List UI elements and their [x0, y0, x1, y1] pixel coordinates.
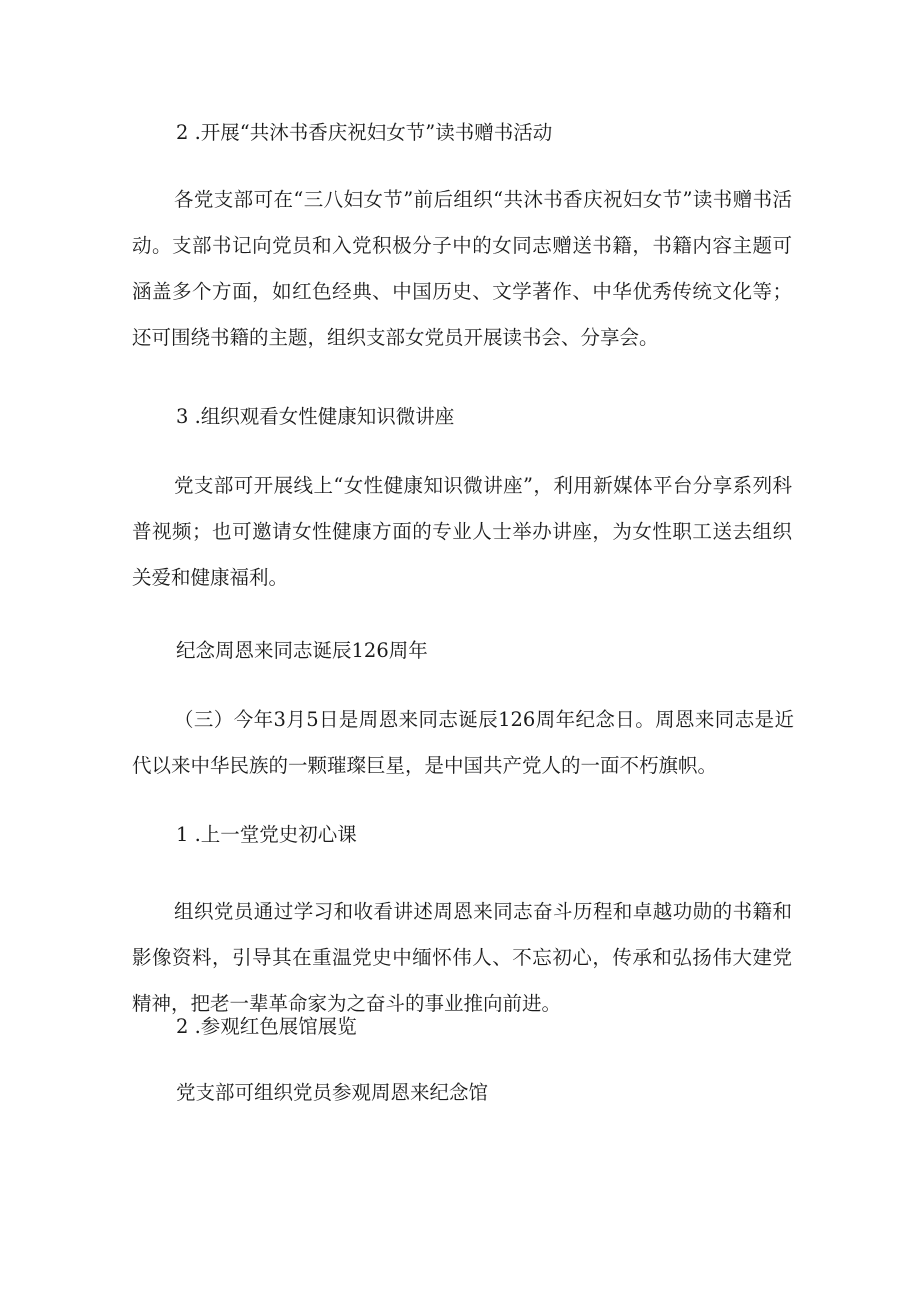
paragraph-zhou-enlai-anniversary: （三）今年3月5日是周恩来同志诞辰126周年纪念日。周恩来同志是近代以来中华民族的一颗璀璨巨星，是中国共产党人的一面不朽旗帜。: [132, 708, 794, 777]
section-heading-zhou-enlai-anniversary: 纪念周恩来同志诞辰126周年: [176, 639, 428, 662]
paragraph-book-gifting: 各党支部可在“三八妇女节”前后组织“共沐书香庆祝妇女节”读书赠书活动。支部书记向党员和入党积极分子中的女同志赠送书籍，书籍内容主题可涵盖多个方面，如红色经典、中国历史、文学著作、中华优秀传统文化等；还可围绕书籍的主题，组织支部女党员开展读书会、分享会。: [132, 188, 792, 349]
paragraph-red-exhibition: 党支部可组织党员参观周恩来纪念馆: [176, 1081, 489, 1104]
paragraph-health-lecture: 党支部可开展线上“女性健康知识微讲座”，利用新媒体平台分享系列科普视频；也可邀请女性健康方面的专业人士举办讲座，为女性职工送去组织关爱和健康福利。: [132, 474, 792, 589]
section-heading-party-history-lesson: 1 .上一堂党史初心课: [176, 823, 357, 846]
paragraph-party-history-lesson: 组织党员通过学习和收看讲述周恩来同志奋斗历程和卓越功勋的书籍和影像资料，引导其在重温党史中缅怀伟人、不忘初心，传承和弘扬伟大建党精神，把老一辈革命家为之奋斗的事业推向前进。: [132, 900, 792, 1015]
section-heading-red-exhibition: 2 .参观红色展馆展览: [176, 1015, 357, 1038]
section-heading-health-lecture: 3 .组织观看女性健康知识微讲座: [176, 405, 455, 428]
section-heading-book-gifting: 2 .开展“共沐书香庆祝妇女节”读书赠书活动: [176, 121, 553, 144]
